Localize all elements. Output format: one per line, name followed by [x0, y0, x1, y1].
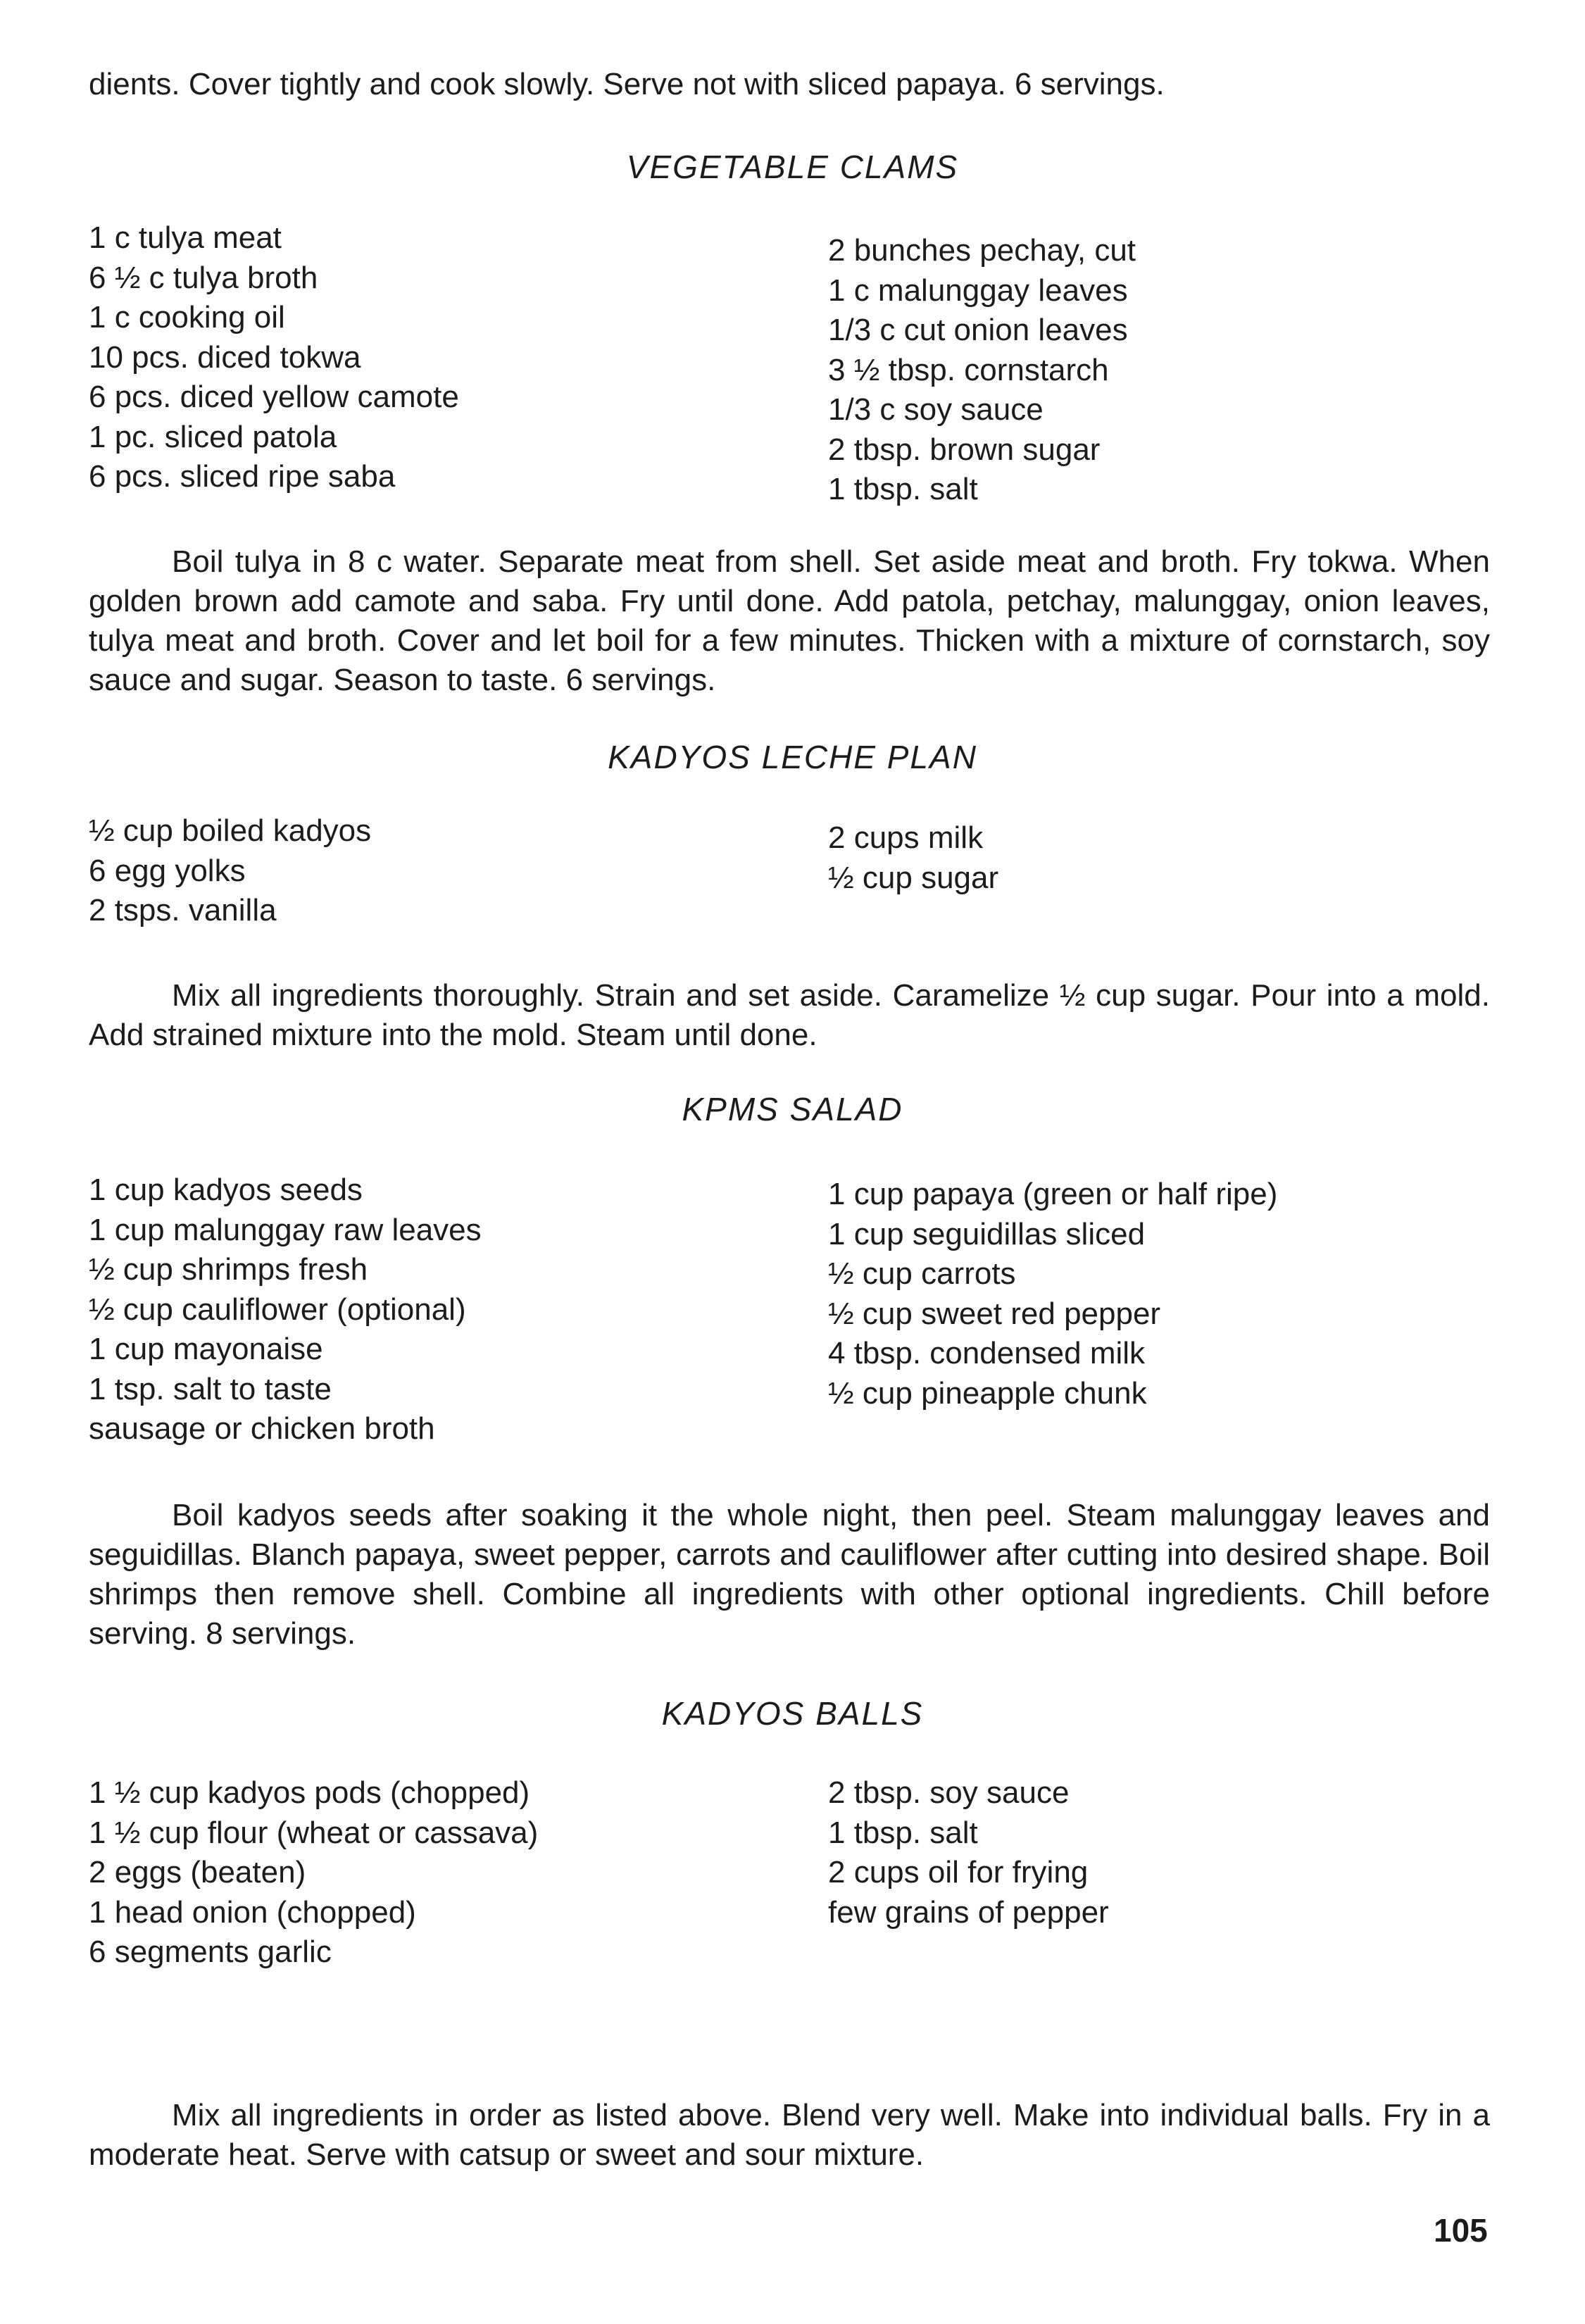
ingredient: 6 egg yolks — [89, 853, 246, 888]
ingredient: 1 ½ cup kadyos pods (chopped) — [89, 1775, 530, 1810]
ingredient: ½ cup sweet red pepper — [828, 1296, 1161, 1331]
recipe-directions: Mix all ingredients thoroughly. Strain and set aside. Caramelize ½ cup sugar. Pour into a mold. Add strained mixture into the mold. Steam until done. — [89, 978, 1490, 1052]
ingredient: 6 ½ c tulya broth — [89, 260, 318, 295]
ingredients-left — [89, 1170, 482, 1449]
ingredient: 1 tbsp. salt — [828, 472, 978, 506]
ingredient: 1 cup malunggay raw leaves — [89, 1212, 482, 1247]
ingredient: ½ cup shrimps fresh — [89, 1252, 368, 1287]
ingredient: few grains of pepper — [828, 1894, 1109, 1930]
ingredient: 2 cups oil for frying — [828, 1855, 1089, 1889]
ingredient: 1 c malunggay leaves — [828, 273, 1128, 308]
recipe-title: KADYOS BALLS — [661, 1695, 924, 1732]
ingredients-left — [89, 218, 459, 497]
ingredient: 2 cups milk — [828, 820, 984, 855]
recipe-title: VEGETABLE CLAMS — [626, 149, 959, 185]
ingredient: ½ cup sugar — [828, 860, 999, 895]
ingredient: 1 head onion (chopped) — [89, 1894, 416, 1930]
page-number: 105 — [1434, 2212, 1488, 2249]
ingredient: 6 pcs. sliced ripe saba — [89, 459, 396, 494]
ingredient: ½ cup carrots — [828, 1256, 1016, 1291]
ingredient: 2 tsps. vanilla — [89, 893, 277, 927]
ingredients-left — [89, 1773, 538, 1973]
ingredient: 1 c cooking oil — [89, 300, 285, 335]
ingredient: 1 cup seguidillas sliced — [828, 1216, 1146, 1251]
recipe-directions: Mix all ingredients in order as listed above. Blend very well. Make into individual balls. Fry in a moderate heat. Serve with catsup or sweet and sour mixture. — [89, 2098, 1490, 2172]
recipe-directions: Boil tulya in 8 c water. Separate meat from shell. Set aside meat and broth. Fry tokwa. When golden brown add camote and saba. Fry until done. Add patola, petchay, malunggay, onion leaves, tulya meat and broth. Cover and let boil for a few minutes. Thicken with a mixture of cornstarch, soy sauce and sugar. Season to taste. 6 servings. — [89, 544, 1490, 697]
ingredient: 2 bunches pechay, cut — [828, 233, 1136, 268]
recipe-directions: Boil kadyos seeds after soaking it the whole night, then peel. Steam malunggay leaves and seguidillas. Blanch papaya, sweet pepper, carrots and cauliflower after cutting into desired shape. Boil shrimps then remove shell. Combine all ingredients with other optional ingredients. Chill before serving. 8 servings. — [89, 1498, 1490, 1651]
ingredient: ½ cup pineapple chunk — [828, 1375, 1147, 1411]
ingredients-left — [89, 811, 371, 931]
ingredient: ½ cup boiled kadyos — [89, 813, 372, 848]
ingredient: 1 ½ cup flour (wheat or cassava) — [89, 1815, 539, 1850]
ingredient: 1 cup mayonaise — [89, 1332, 323, 1366]
ingredient: 4 tbsp. condensed milk — [828, 1336, 1146, 1370]
ingredient: ½ cup cauliflower (optional) — [89, 1292, 466, 1327]
recipe-title: KPMS SALAD — [682, 1091, 903, 1127]
ingredient: 1 cup papaya (green or half ripe) — [828, 1177, 1278, 1211]
ingredient: 1 cup kadyos seeds — [89, 1173, 363, 1207]
ingredient: 1 tsp. salt to taste — [89, 1371, 332, 1406]
ingredients-right — [828, 1175, 1277, 1413]
ingredient: 10 pcs. diced tokwa — [89, 339, 361, 375]
recipe-title: KADYOS LECHE PLAN — [608, 739, 977, 775]
ingredient: 6 segments garlic — [89, 1935, 332, 1969]
ingredient: 1 tbsp. salt — [828, 1815, 978, 1850]
ingredient: 2 tbsp. brown sugar — [828, 432, 1101, 467]
ingredient: 1/3 c soy sauce — [828, 392, 1044, 427]
ingredient: 2 tbsp. soy sauce — [828, 1775, 1070, 1810]
ingredients-right — [828, 818, 998, 898]
intro-continuation: dients. Cover tightly and cook slowly. Serve not with sliced papaya. 6 servings. — [89, 67, 1165, 101]
ingredient: 1 pc. sliced patola — [89, 419, 337, 454]
ingredient: 1/3 c cut onion leaves — [828, 313, 1128, 347]
ingredients-right — [828, 1773, 1109, 1932]
ingredient: sausage or chicken broth — [89, 1411, 435, 1446]
ingredients-right — [828, 231, 1136, 510]
ingredient: 3 ½ tbsp. cornstarch — [828, 352, 1109, 387]
ingredient: 2 eggs (beaten) — [89, 1855, 306, 1889]
ingredient: 6 pcs. diced yellow camote — [89, 380, 459, 414]
ingredient: 1 c tulya meat — [89, 220, 282, 255]
